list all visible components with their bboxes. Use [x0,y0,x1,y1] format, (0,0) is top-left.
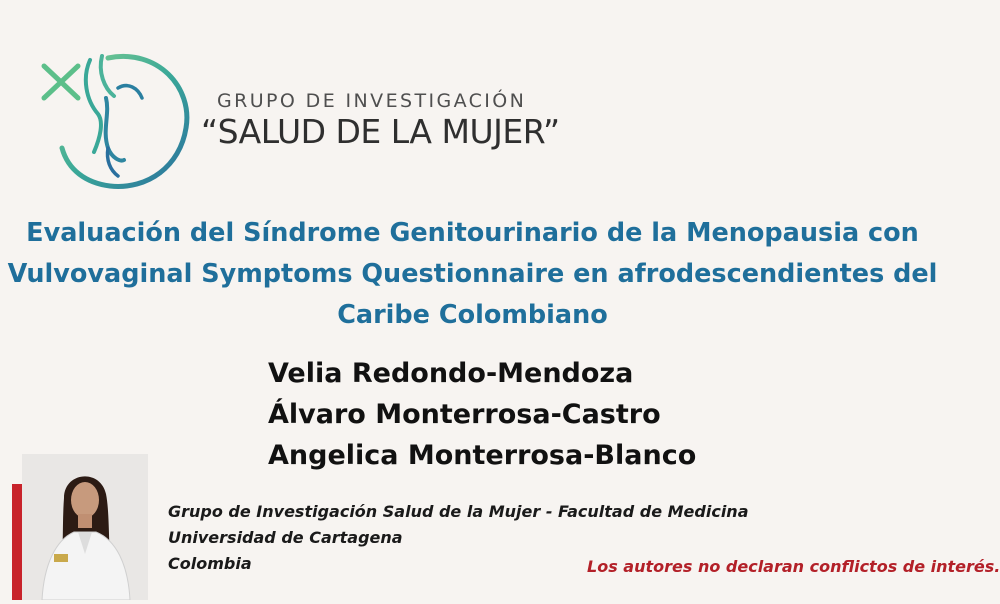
author-name: Álvaro Monterrosa-Castro [268,399,661,430]
logo-figure-icon [38,48,198,196]
title-line: Vulvovaginal Symptoms Questionnaire en afrodescendientes del [7,259,938,289]
title-line: Evaluación del Síndrome Genitourinario de la Menopausia con [26,218,919,248]
affiliation-line: Grupo de Investigación Salud de la Mujer - Facultad de Medicina [168,502,749,521]
author-name: Velia Redondo-Mendoza [268,358,634,389]
affiliation-line: Universidad de Cartagena [168,528,403,547]
logo-title: “SALUD DE LA MUJER” [201,112,560,151]
author-list [268,353,696,476]
group-logo [38,48,198,196]
presentation-title [0,213,945,336]
title-line: Caribe Colombiano [337,300,608,330]
author-photo [12,454,148,600]
logo-subtitle: GRUPO DE INVESTIGACIÓN [217,90,527,112]
affiliation-line: Colombia [168,554,252,573]
conflict-of-interest-note: Los autores no declaran conflictos de interés. [587,557,1000,576]
author-name: Angelica Monterrosa-Blanco [268,440,697,471]
